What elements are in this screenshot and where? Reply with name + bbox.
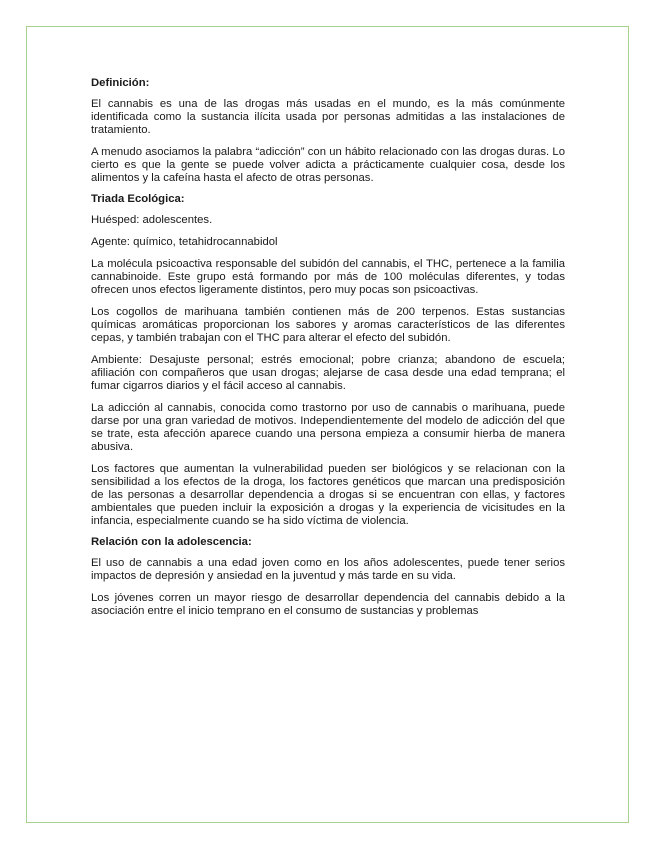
paragraph: La molécula psicoactiva responsable del subidón del cannabis, el THC, pertenece a la familia cannabinoide. Este grupo está formando por más de 100 moléculas diferentes, y todas ofrecen unos efectos ligeramente distintos, pero muy pocas son psicoactivas. <box>91 258 565 296</box>
section-heading-triada: Triada Ecológica: <box>91 193 185 205</box>
paragraph: El cannabis es una de las drogas más usadas en el mundo, es la más comúnmente identificada como la sustancia ilícita usada por personas admitidas a las instalaciones de tratamiento. <box>91 98 565 136</box>
paragraph: Los factores que aumentan la vulnerabilidad pueden ser biológicos y se relacionan con la sensibilidad a los efectos de la droga, los factores genéticos que marcan una predisposición de las personas a desarrollar dependencia a drogas si se encuentran con ellas, y factores ambientales que pueden incluir la exposición a drogas y la experiencia de vicisitudes en la infancia, especialmente cuando se ha sido víctima de violencia. <box>91 463 565 527</box>
document-body <box>91 77 565 627</box>
paragraph: Agente: químico, tetahidrocannabidol <box>91 236 278 248</box>
paragraph: El uso de cannabis a una edad joven como en los años adolescentes, puede tener serios impactos de depresión y ansiedad en la juventud y más tarde en su vida. <box>91 557 565 582</box>
paragraph: La adicción al cannabis, conocida como trastorno por uso de cannabis o marihuana, puede darse por una gran variedad de motivos. Independientemente del modelo de adicción del que se trate, esta afección aparece cuando una persona empieza a consumir hierba de manera abusiva. <box>91 402 565 453</box>
paragraph: Huésped: adolescentes. <box>91 214 213 226</box>
paragraph: Los cogollos de marihuana también contienen más de 200 terpenos. Estas sustancias químicas aromáticas proporcionan los sabores y aromas característicos de las diferentes cepas, y también trabajan con el THC para alterar el efecto del subidón. <box>91 306 565 344</box>
paragraph: Ambiente: Desajuste personal; estrés emocional; pobre crianza; abandono de escuela; afiliación con compañeros que usan drogas; alejarse de casa desde una edad temprana; el fumar cigarros diarios y el fácil acceso al cannabis. <box>91 354 565 392</box>
paragraph: A menudo asociamos la palabra “adicción” con un hábito relacionado con las drogas duras. Lo cierto es que la gente se puede volver adicta a prácticamente cualquier cosa, desde los alimentos y la cafeína hasta el afecto de otras personas. <box>91 146 565 184</box>
section-heading-adolescencia: Relación con la adolescencia: <box>91 536 252 548</box>
paragraph: Los jóvenes corren un mayor riesgo de desarrollar dependencia del cannabis debido a la asociación entre el inicio temprano en el consumo de sustancias y problemas <box>91 592 565 617</box>
section-heading-definicion: Definición: <box>91 77 150 89</box>
